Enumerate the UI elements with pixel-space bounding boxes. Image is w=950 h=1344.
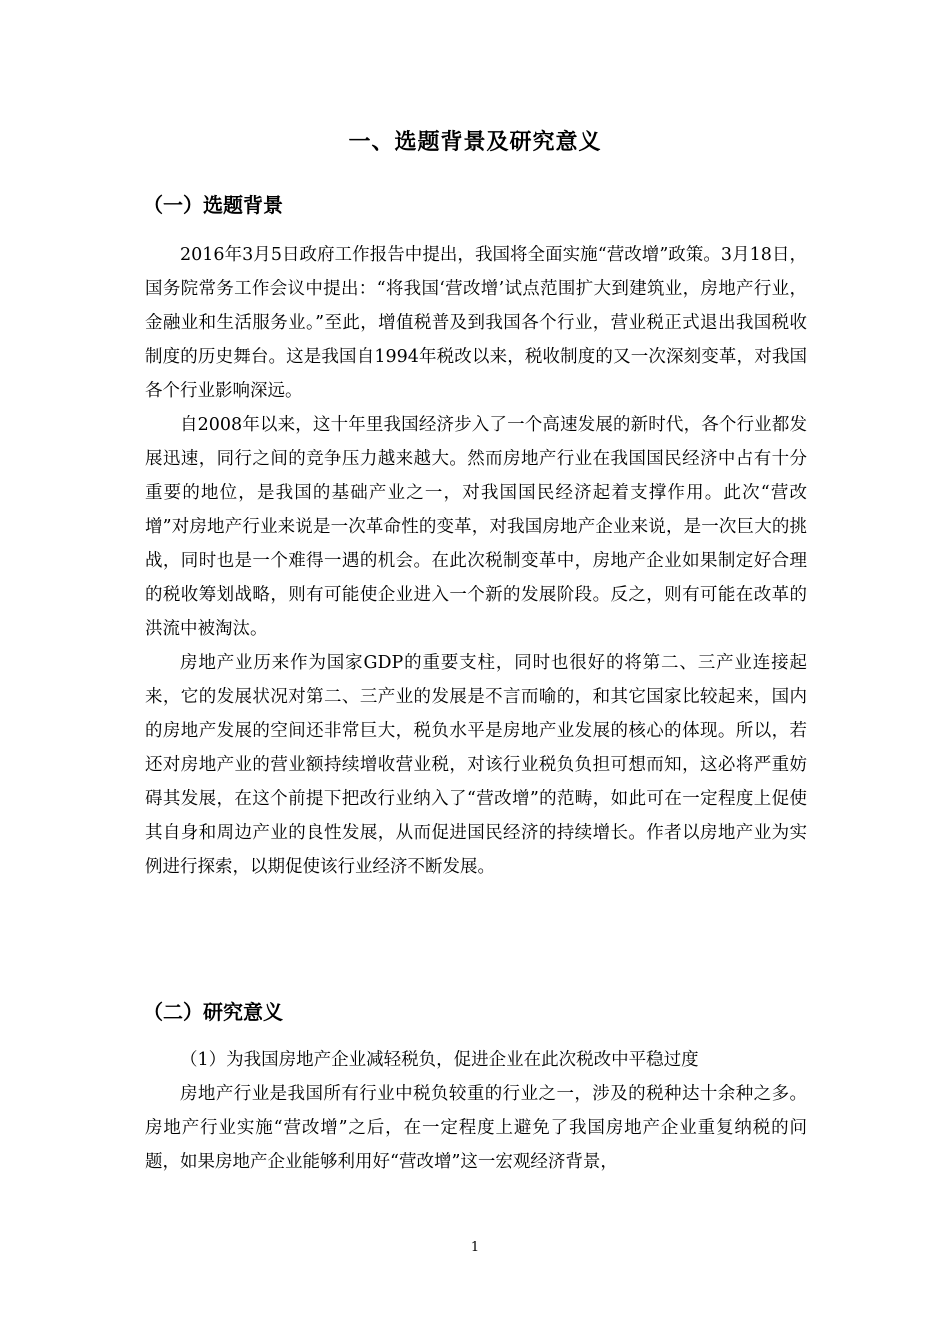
- section-heading-significance: （二）研究意义: [143, 1000, 283, 1024]
- section-significance-body: [145, 1043, 807, 1179]
- paragraph: 2016年3月5日政府工作报告中提出，我国将全面实施“营改增”政策。3月18日，国务院常务工作会议中提出：“将我国‘营改增’试点范围扩大到建筑业，房地产行业，金融业和生活服务业。”至此，增值税普及到我国各个行业，营业税正式退出我国税收制度的历史舞台。这是我国自1994年税改以来，税收制度的又一次深刻变革，对我国各个行业影响深远。: [145, 245, 807, 401]
- chapter-title: 一、选题背景及研究意义: [348, 129, 602, 155]
- subheading: （1）为我国房地产企业减轻税负，促进企业在此次税改中平稳过度: [180, 1050, 699, 1070]
- section-heading-background: （一）选题背景: [143, 193, 283, 217]
- paragraph: 房地产行业是我国所有行业中税负较重的行业之一，涉及的税种达十余种之多。房地产行业实施“营改增”之后，在一定程度上避免了我国房地产企业重复纳税的问题，如果房地产企业能够利用好“营改增”这一宏观经济背景，: [145, 1084, 807, 1172]
- paragraph: 房地产业历来作为国家GDP的重要支柱，同时也很好的将第二、三产业连接起来，它的发展状况对第二、三产业的发展是不言而喻的，和其它国家比较起来，国内的房地产发展的空间还非常巨大，税负水平是房地产业发展的核心的体现。所以，若还对房地产业的营业额持续增收营业税，对该行业税负负担可想而知，这必将严重妨碍其发展，在这个前提下把改行业纳入了“营改增”的范畴，如此可在一定程度上促使其自身和周边产业的良性发展，从而促进国民经济的持续增长。作者以房地产业为实例进行探索，以期促使该行业经济不断发展。: [145, 653, 807, 877]
- paragraph: 自2008年以来，这十年里我国经济步入了一个高速发展的新时代，各个行业都发展迅速，同行之间的竞争压力越来越大。然而房地产行业在我国国民经济中占有十分重要的地位，是我国的基础产业之一，对我国国民经济起着支撑作用。此次“营改增”对房地产行业来说是一次革命性的变革，对我国房地产企业来说，是一次巨大的挑战，同时也是一个难得一遇的机会。在此次税制变革中，房地产企业如果制定好合理的税收筹划战略，则有可能使企业进入一个新的发展阶段。反之，则有可能在改革的洪流中被淘汰。: [145, 415, 807, 639]
- page-number: 1: [470, 1240, 480, 1255]
- section-background-body: [145, 238, 807, 884]
